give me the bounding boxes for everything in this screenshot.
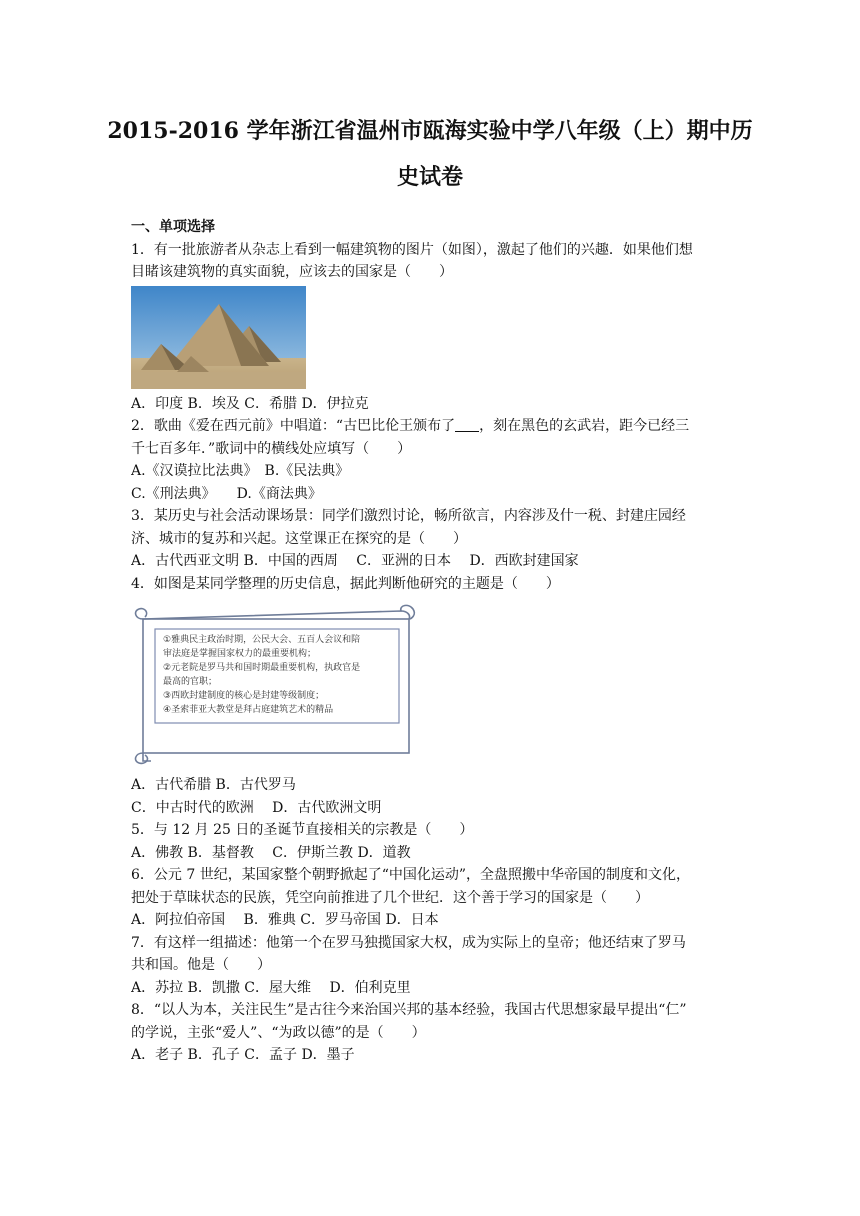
q3-text-2: 济、城市的复苏和兴起。这堂课正在探究的是（ ） <box>131 530 467 547</box>
scroll-line: ③西欧封建制度的核心是封建等级制度； <box>163 691 325 701</box>
q4-options-2: C．中古时代的欧洲 D．古代欧洲文明 <box>131 799 382 816</box>
q6-text-2: 把处于草昧状态的民族，凭空向前推进了几个世纪．这个善于学习的国家是（ ） <box>131 889 649 906</box>
q4-text-1: 4．如图是某同学整理的历史信息，据此判断他研究的主题是（ ） <box>131 575 560 592</box>
scroll-line: 最高的官职； <box>163 677 218 687</box>
q2-options-1: A.《汉谟拉比法典》 B.《民法典》 <box>131 463 350 479</box>
q2-options-2: C.《刑法典》 D.《商法典》 <box>131 485 322 502</box>
q5-options: A．佛教 B．基督教 C．伊斯兰教 D．道教 <box>131 844 411 861</box>
q5-text-1: 5．与 12 月 25 日的圣诞节直接相关的宗教是（ ） <box>131 822 474 838</box>
scroll-figure <box>131 603 421 768</box>
pyramids-photo <box>131 286 306 389</box>
scroll-line: ④圣索菲亚大教堂是拜占庭建筑艺术的精品 <box>163 705 334 715</box>
q3-text-1: 3．某历史与社会活动课场景：同学们激烈讨论，畅所欲言，内容涉及什一税、封建庄园经 <box>131 508 686 524</box>
exam-content <box>131 216 731 1067</box>
scroll-line: 审法庭是掌握国家权力的最重要机构； <box>163 649 317 659</box>
fill-blank <box>455 418 479 432</box>
q6-options: A．阿拉伯帝国 B．雅典 C．罗马帝国 D．日本 <box>131 912 439 928</box>
q3-options: A．古代西亚文明 B．中国的西周 C．亚洲的日本 D．西欧封建国家 <box>131 553 579 569</box>
exam-title <box>100 108 760 200</box>
q8-text-2: 的学说，主张“爱人”、“为政以德”的是（ ） <box>131 1024 426 1041</box>
q2-text-2: 千七百多年．”歌词中的横线处应填写（ ） <box>131 440 412 457</box>
q7-text-2: 共和国。他是（ ） <box>131 957 271 973</box>
title-line-2: 史试卷 <box>396 164 463 190</box>
scroll-line: ①雅典民主政治时期，公民大会、五百人会议和陪 <box>163 635 361 645</box>
q2-text-1a: 2．歌曲《爱在西元前》中唱道：“古巴比伦王颁布了 <box>131 418 456 434</box>
q1-text-2: 目睹该建筑物的真实面貌，应该去的国家是（ ） <box>131 264 453 280</box>
title-line-1: 2015-2016 学年浙江省温州市瓯海实验中学八年级（上）期中历 <box>107 118 753 144</box>
q7-text-1: 7．有这样一组描述：他第一个在罗马独揽国家大权，成为实际上的皇帝；他还结束了罗马 <box>131 934 686 951</box>
q1-options: A．印度 B．埃及 C．希腊 D．伊拉克 <box>131 395 369 412</box>
q6-text-1: 6．公元 7 世纪，某国家整个朝野掀起了“中国化运动”，全盘照搬中华帝国的制度和文化， <box>131 867 691 883</box>
q4-options-1: A．古代希腊 B．古代罗马 <box>131 777 296 793</box>
q2-text-1b: ，刻在黑色的玄武岩，距今已经三 <box>479 418 690 434</box>
q8-options: A．老子 B．孔子 C．孟子 D．墨子 <box>131 1047 355 1063</box>
section-heading: 一、单项选择 <box>131 219 215 235</box>
scroll-line: ②元老院是罗马共和国时期最重要机构，执政官是 <box>163 663 361 673</box>
q7-options: A．苏拉 B．凯撒 C．屋大维 D．伯利克里 <box>131 979 411 996</box>
q2-text-1 <box>131 415 731 438</box>
q1-text-1: 1．有一批旅游者从杂志上看到一幅建筑物的图片（如图），激起了他们的兴趣．如果他们想 <box>131 241 693 258</box>
q8-text-1: 8．“以人为本，关注民生”是古往今来治国兴邦的基本经验，我国古代思想家最早提出“仁” <box>131 1002 687 1018</box>
scroll-text <box>163 633 398 717</box>
